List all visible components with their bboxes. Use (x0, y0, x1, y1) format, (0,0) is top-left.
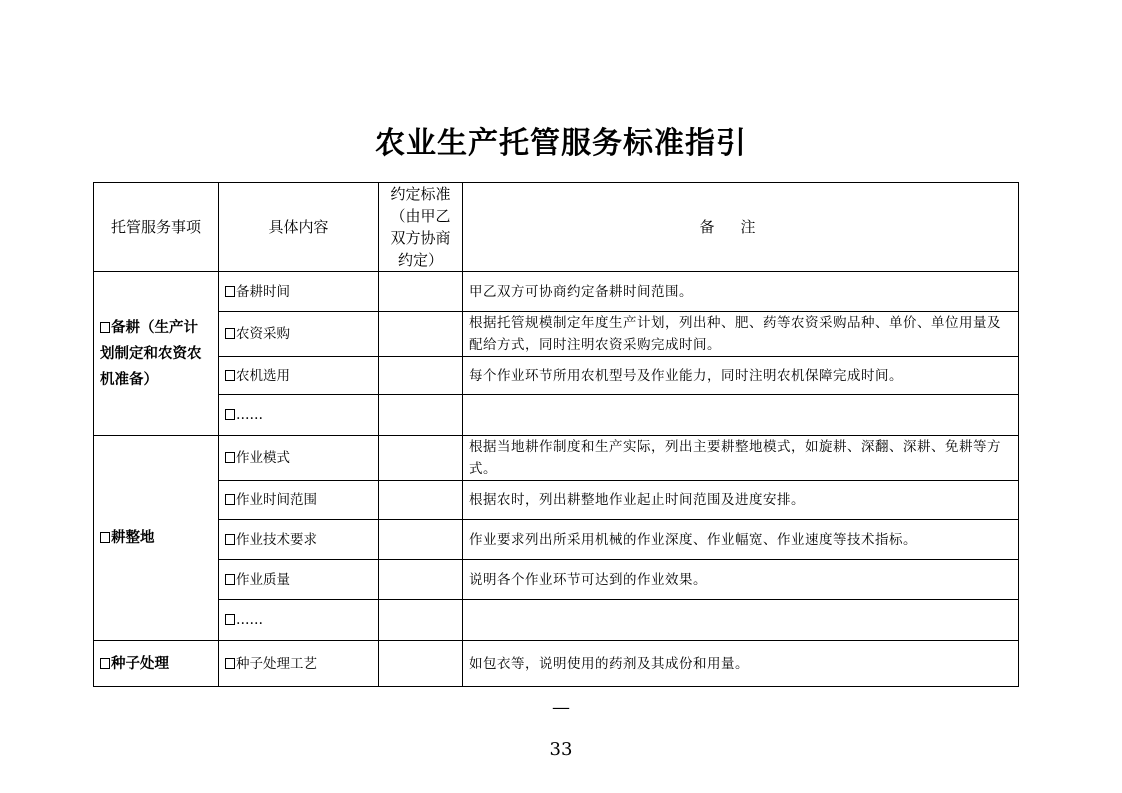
page-title: 农业生产托管服务标准指引 (375, 126, 747, 161)
footer-dash: — (552, 697, 570, 718)
item-cell (219, 312, 379, 357)
table-row (94, 600, 1019, 641)
header-category: 托管服务事项 (94, 183, 219, 272)
table-row (94, 395, 1019, 436)
item-label: 作业质量 (236, 571, 290, 588)
table-row (94, 560, 1019, 600)
table-row (94, 357, 1019, 395)
checkbox-icon[interactable] (225, 328, 235, 339)
header-standard-line: 约定） (397, 251, 443, 269)
note-cell: 作业要求列出所采用机械的作业深度、作业幅宽、作业速度等技术指标。 (463, 520, 1019, 560)
category-cell (94, 436, 219, 641)
header-standard-line: 约定标准 (390, 185, 451, 203)
table-row (94, 520, 1019, 560)
header-standard (379, 183, 463, 272)
category-cell (94, 641, 219, 687)
category-label: 种子处理 (111, 654, 169, 672)
table-row (94, 436, 1019, 481)
note-cell: 根据农时，列出耕整地作业起止时间范围及进度安排。 (463, 481, 1019, 520)
standard-cell (379, 641, 463, 687)
category-cell (94, 272, 219, 436)
table-row (94, 312, 1019, 357)
note-cell (463, 395, 1019, 436)
standard-cell (379, 520, 463, 560)
item-cell (219, 357, 379, 395)
note-cell: 根据托管规模制定年度生产计划，列出种、肥、药等农资采购品种、单价、单位用量及配给方式，同时注明农资采购完成时间。 (463, 312, 1019, 357)
item-cell (219, 436, 379, 481)
checkbox-icon[interactable] (225, 409, 235, 420)
note-cell: 根据当地耕作制度和生产实际，列出主要耕整地模式，如旋耕、深翻、深耕、免耕等方式。 (463, 436, 1019, 481)
item-cell (219, 395, 379, 436)
item-cell (219, 481, 379, 520)
table-row (94, 272, 1019, 312)
note-cell: 说明各个作业环节可达到的作业效果。 (463, 560, 1019, 600)
standards-table (93, 182, 1019, 687)
header-standard-line: （由甲乙 (390, 207, 451, 225)
item-label: 作业时间范围 (236, 492, 317, 508)
note-cell: 甲乙双方可协商约定备耕时间范围。 (463, 272, 1019, 312)
header-content: 具体内容 (219, 183, 379, 272)
item-cell (219, 272, 379, 312)
header-standard-line: 双方协商 (390, 229, 451, 247)
item-label: 作业技术要求 (236, 531, 317, 548)
category-label: 备耕（生产计划制定和农资农机准备） (100, 318, 202, 388)
standard-cell (379, 272, 463, 312)
item-label: 农机选用 (236, 367, 290, 384)
standard-cell (379, 357, 463, 395)
item-cell (219, 641, 379, 687)
checkbox-icon[interactable] (100, 322, 110, 333)
checkbox-icon[interactable] (225, 370, 235, 381)
checkbox-icon[interactable] (225, 534, 235, 545)
item-label: 作业模式 (236, 450, 290, 466)
standard-cell (379, 600, 463, 641)
item-label: 种子处理工艺 (236, 655, 317, 672)
checkbox-icon[interactable] (100, 532, 110, 543)
checkbox-icon[interactable] (225, 286, 235, 297)
checkbox-icon[interactable] (225, 452, 235, 463)
category-label: 耕整地 (111, 529, 155, 546)
checkbox-icon[interactable] (225, 574, 235, 585)
checkbox-icon[interactable] (100, 658, 110, 669)
standard-cell (379, 312, 463, 357)
checkbox-icon[interactable] (225, 494, 235, 505)
item-cell (219, 520, 379, 560)
item-label: 备耕时间 (236, 283, 290, 300)
note-cell: 每个作业环节所用农机型号及作业能力，同时注明农机保障完成时间。 (463, 357, 1019, 395)
standard-cell (379, 481, 463, 520)
item-label: 农资采购 (236, 326, 290, 342)
checkbox-icon[interactable] (225, 658, 235, 669)
standard-cell (379, 395, 463, 436)
item-cell (219, 600, 379, 641)
table-row (94, 481, 1019, 520)
page-number: 33 (549, 739, 573, 760)
standard-cell (379, 436, 463, 481)
table-row (94, 641, 1019, 687)
table-header-row (94, 183, 1019, 272)
standard-cell (379, 560, 463, 600)
item-label: …… (236, 612, 263, 628)
item-label: …… (236, 407, 263, 423)
item-cell (219, 560, 379, 600)
note-cell: 如包衣等，说明使用的药剂及其成份和用量。 (463, 641, 1019, 687)
checkbox-icon[interactable] (225, 614, 235, 625)
header-remark: 备注 (463, 183, 1019, 272)
note-cell (463, 600, 1019, 641)
